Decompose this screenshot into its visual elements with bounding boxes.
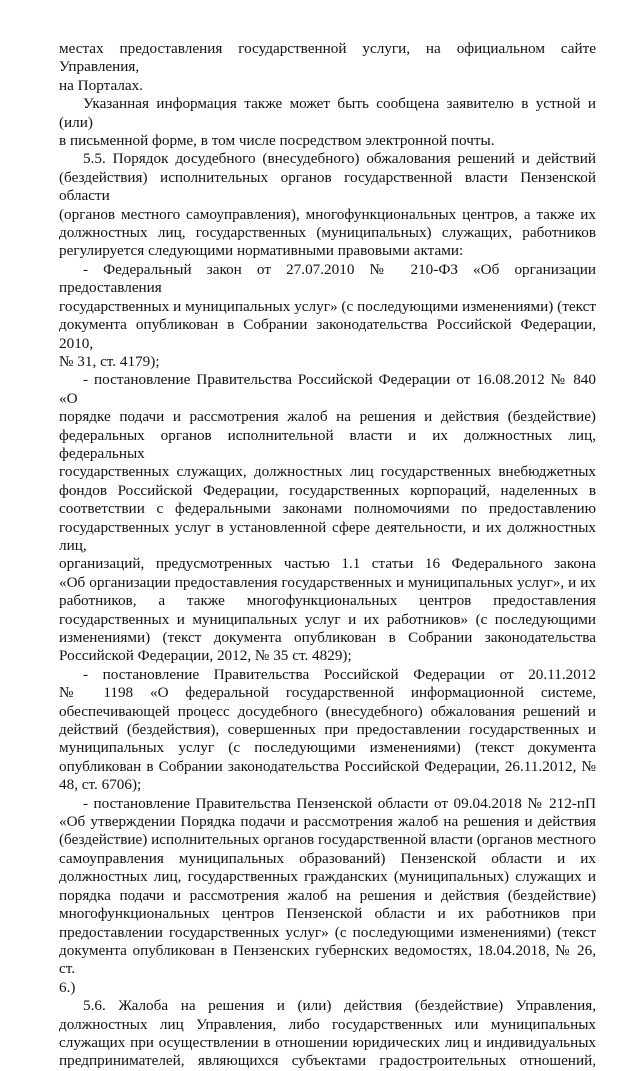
text-line: документа опубликован в Собрании законодательства Российской Федерации, 2010, [59,316,596,352]
text-line: в письменной форме, в том числе посредством электронной почты. [59,132,495,150]
text-line: муниципальных услуг (с последующими изменениями) (текст документа [59,739,596,757]
text-line: (органов местного самоуправления), многофункциональных центров, а также их [59,205,596,223]
text-line: «Об утверждении Порядка подачи и рассмотрения жалоб на решения и действия [59,813,596,831]
text-line: многофункциональных центров Пензенской области и их работников при [59,905,596,923]
text-line: соответствии с федеральными законами полномочиями по предоставлению [59,500,596,518]
list-item-federal-law [59,261,596,371]
text-line: 6.) [59,978,76,996]
text-line: опубликован в Собрании законодательства Российской Федерации, 26.11.2012, № [59,757,596,775]
text-line: государственных служащих, должностных лиц государственных внебюджетных [59,463,596,481]
text-line: документа опубликован в Пензенских губернских ведомостях, 18.04.2018, № 26, ст. [59,941,596,978]
text-line: государственных и муниципальных услуг» (с последующими изменениями) (текст [59,297,596,315]
paragraph-5-6 [59,997,596,1071]
text-line: (бездействия) исполнительных органов государственной власти Пензенской области [59,168,596,205]
text-line: порядка подачи и рассмотрения жалоб на решения и действия (бездействие) [59,886,596,904]
text-line: предпринимателей, являющихся субъектами градостроительных отношений, [59,1052,596,1070]
text-line: должностных лиц, государственных (муниципальных) служащих, работников [59,224,596,242]
text-line: должностных лиц Управления, либо государственных или муниципальных [59,1015,596,1033]
text-line: действий (бездействия), совершенных при предоставлении государственных и [59,721,596,739]
text-line: местах предоставления государственной услуги, на официальном сайте Управления, [59,40,596,76]
text-line: государственных услуг в установленной сфере деятельности, и их должностных лиц, [59,518,596,554]
document-body [59,40,596,1071]
text-line: «Об организации предоставления государственных и муниципальных услуг», и их [59,573,596,591]
text-line: обеспечивающей процесс досудебного (внесудебного) обжалования решений и [59,702,596,720]
text-line: 5.6. Жалоба на решения и (или) действия (бездействие) Управления, [83,997,596,1015]
text-line: изменениями) (текст документа опубликован в Собрании законодательства [59,629,596,646]
text-line: предоставлении государственных услуг» (с последующими изменениями) (текст [59,923,596,941]
text-line: № 31, ст. 4179); [59,352,160,370]
text-line: порядке подачи и рассмотрения жалоб на решения и действия (бездействие) [59,408,596,426]
text-line: федеральных органов исполнительной власти и их должностных лиц, федеральных [59,426,596,462]
text-line: фондов Российской Федерации, государственных корпораций, наделенных в [59,481,596,499]
text-line: - постановление Правительства Пензенской области от 09.04.2018 № 212-пП [83,794,596,812]
text-line: работников, а также многофункциональных центров предоставления [59,592,596,610]
text-line: на Порталах. [59,76,144,94]
text-line: - постановление Правительства Российской Федерации от 20.11.2012 [83,665,596,683]
text-line: № 1198 «О федеральной государственной информационной системе, [59,684,596,702]
text-line: 48, ст. 6706); [59,776,142,794]
text-line: служащих при осуществлении в отношении юридических лиц и индивидуальных [59,1033,596,1051]
list-item-resolution-840 [59,371,596,666]
text-line: государственных и муниципальных услуг и их работников» (с последующими [59,610,596,628]
text-line: должностных лиц, государственных гражданских (муниципальных) служащих и [59,868,596,886]
paragraph-p1 [59,40,596,95]
text-line: 5.5. Порядок досудебного (внесудебного) обжалования решений и действий [83,150,596,168]
text-line: организаций, предусмотренных частью 1.1 статьи 16 Федерального закона [59,555,596,573]
text-line: Указанная информация также может быть сообщена заявителю в устной и (или) [59,95,596,131]
list-item-resolution-1198 [59,666,596,795]
paragraph-5-5 [59,150,596,260]
text-line: самоуправления муниципальных образований) Пензенской области и их [59,849,596,867]
list-item-resolution-212-pp [59,795,596,997]
text-line: (бездействие) исполнительных органов государственной власти (органов местного [59,831,596,849]
text-line: Российской Федерации, 2012, № 35 ст. 4829); [59,647,352,665]
text-line: - постановление Правительства Российской Федерации от 16.08.2012 № 840 «О [59,371,596,407]
text-line: - Федеральный закон от 27.07.2010 № 210-ФЗ «Об организации предоставления [59,260,596,297]
paragraph-p2 [59,95,596,150]
text-line: регулируется следующими нормативными правовыми актами: [59,242,464,260]
